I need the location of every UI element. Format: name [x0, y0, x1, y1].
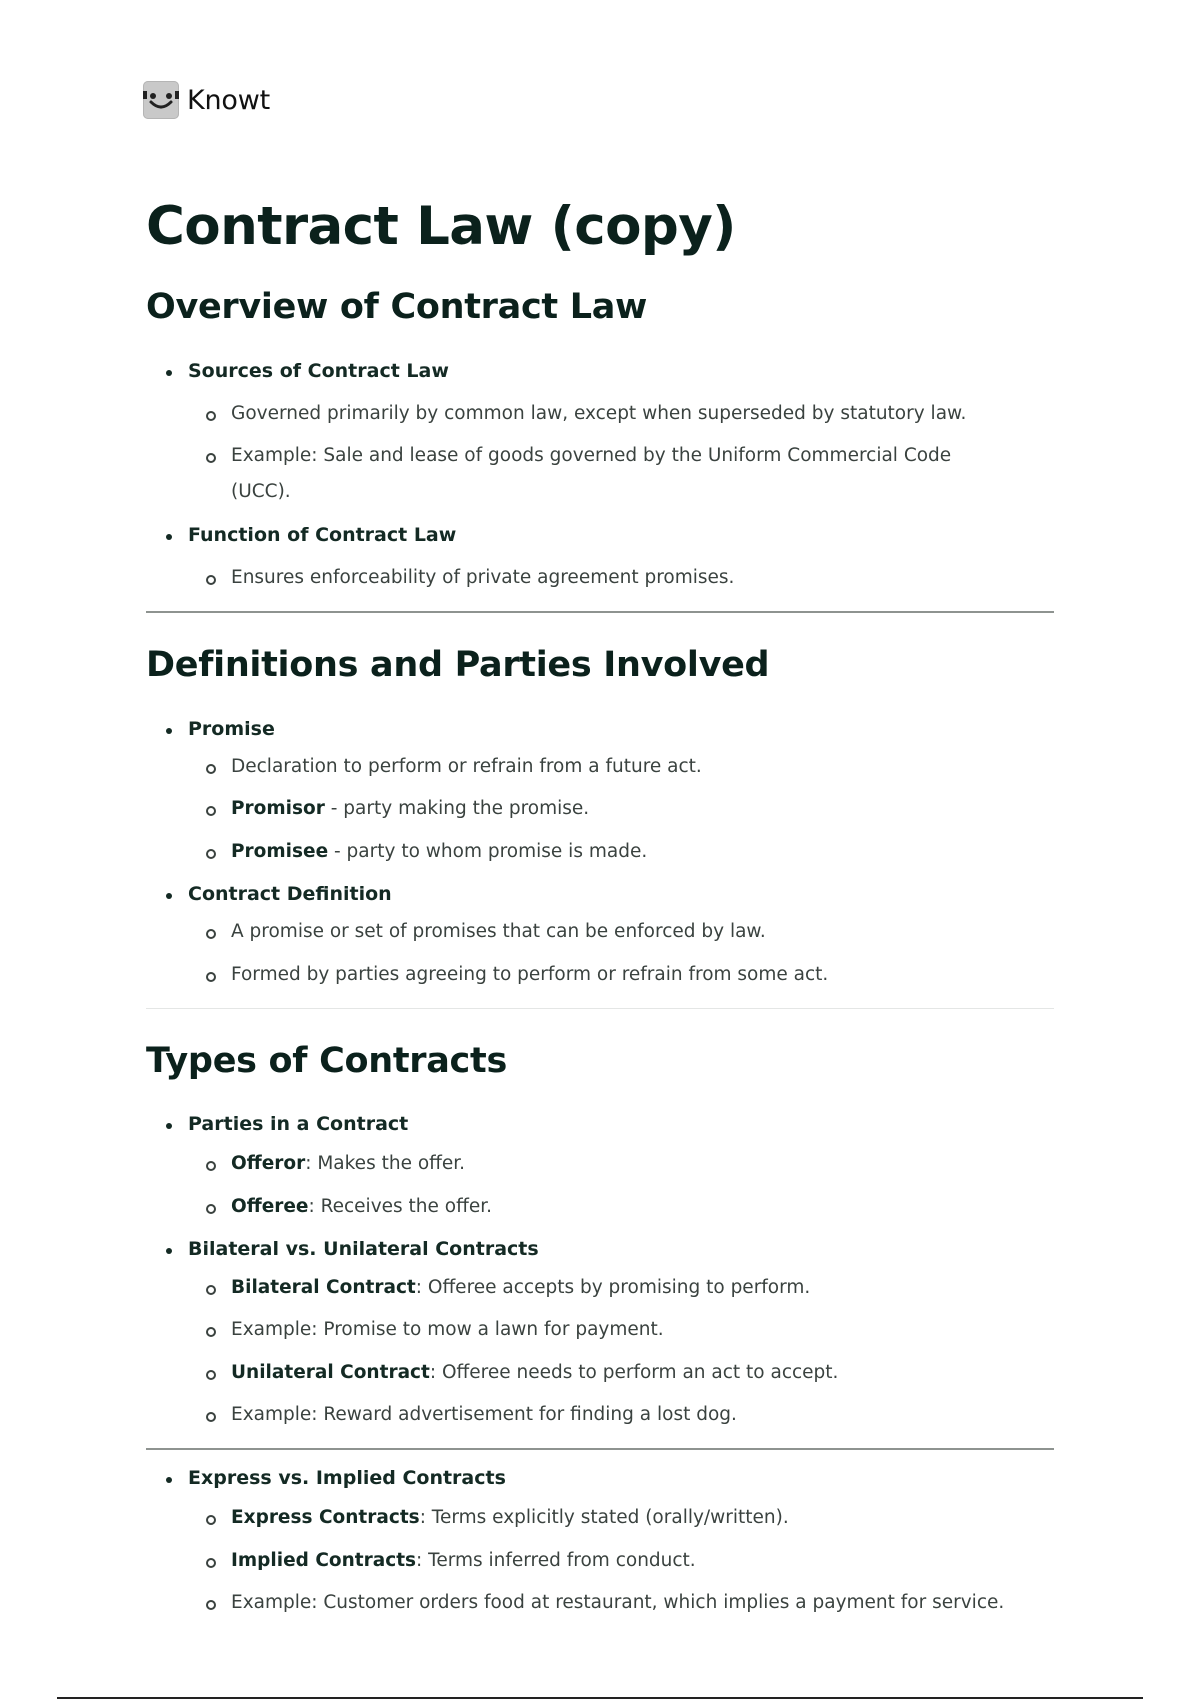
brand-name: Knowt [187, 84, 271, 116]
section-divider [146, 1448, 1054, 1450]
list-item: Contract Definition [188, 883, 392, 905]
section-heading: Definitions and Parties Involved [146, 645, 770, 685]
list-subitem: Promisee - party to whom promise is made. [231, 841, 648, 862]
list-subitem: Formed by parties agreeing to perform or refrain from some act. [231, 964, 829, 985]
list-item: Parties in a Contract [188, 1113, 409, 1135]
list-item: Bilateral vs. Unilateral Contracts [188, 1238, 539, 1260]
knowt-logo-icon [143, 81, 179, 119]
list-subitem-continuation: (UCC). [231, 481, 291, 502]
list-subitem: Ensures enforceability of private agreement promises. [231, 567, 735, 588]
list-subitem: Offeree: Receives the offer. [231, 1196, 493, 1217]
page-bottom-border [57, 1697, 1143, 1699]
list-item: Promise [188, 718, 275, 740]
list-subitem: Implied Contracts: Terms inferred from conduct. [231, 1550, 696, 1571]
list-item: Express vs. Implied Contracts [188, 1467, 506, 1489]
list-subitem: Bilateral Contract: Offeree accepts by promising to perform. [231, 1277, 811, 1298]
list-subitem: Example: Customer orders food at restaurant, which implies a payment for service. [231, 1592, 1005, 1613]
list-item: Sources of Contract Law [188, 360, 449, 382]
list-subitem: Governed primarily by common law, except when superseded by statutory law. [231, 403, 967, 424]
list-subitem: A promise or set of promises that can be enforced by law. [231, 921, 766, 942]
section-heading: Types of Contracts [146, 1041, 507, 1081]
brand-header[interactable] [143, 81, 270, 119]
page-title: Contract Law (copy) [146, 196, 736, 257]
section-divider [146, 611, 1054, 613]
list-subitem: Unilateral Contract: Offeree needs to perform an act to accept. [231, 1362, 839, 1383]
list-subitem: Example: Reward advertisement for finding a lost dog. [231, 1404, 737, 1425]
list-subitem: Example: Promise to mow a lawn for payment. [231, 1319, 664, 1340]
list-item: Function of Contract Law [188, 524, 457, 546]
section-divider [146, 1008, 1054, 1009]
list-subitem: Offeror: Makes the offer. [231, 1153, 466, 1174]
list-subitem: Express Contracts: Terms explicitly stated (orally/written). [231, 1507, 789, 1528]
section-heading: Overview of Contract Law [146, 287, 648, 327]
list-subitem: Promisor - party making the promise. [231, 798, 590, 819]
list-subitem: Example: Sale and lease of goods governed by the Uniform Commercial Code [231, 445, 952, 466]
list-subitem: Declaration to perform or refrain from a future act. [231, 756, 702, 777]
